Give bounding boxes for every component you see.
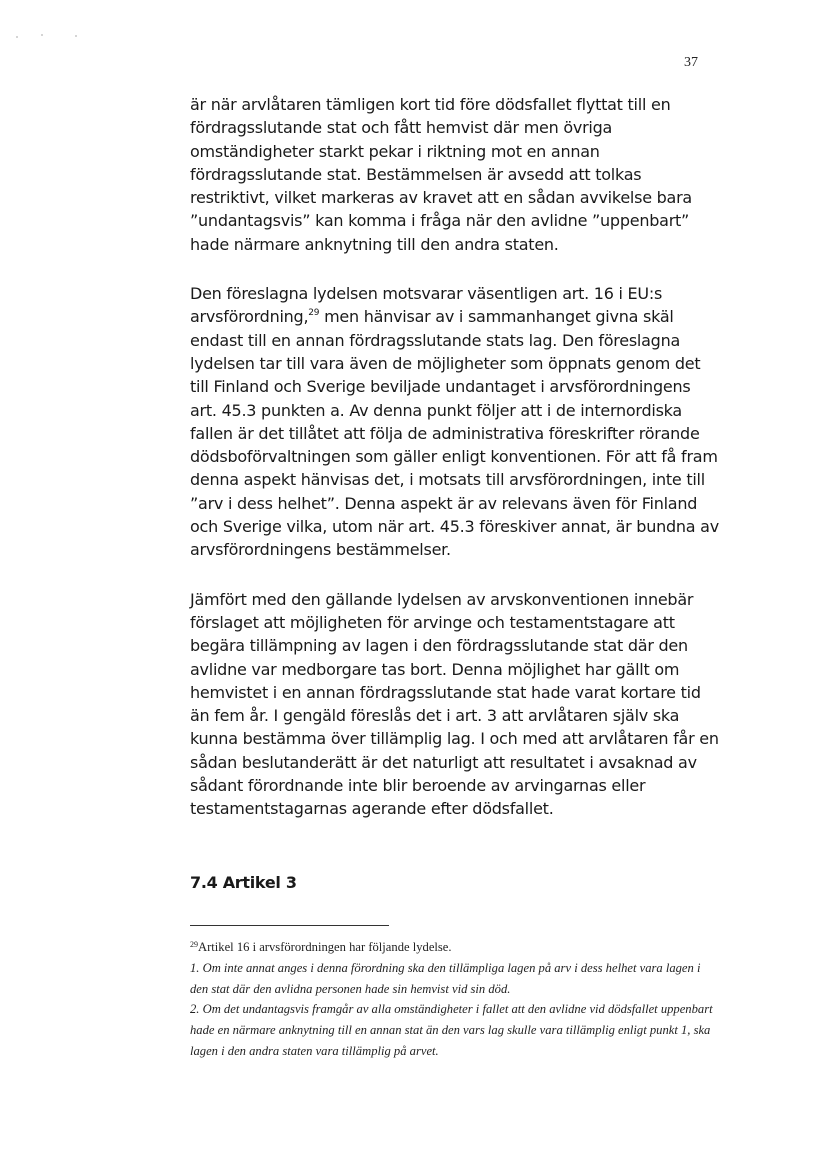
paragraph-text: men hänvisar av i sammanhanget givna skäl endast till en annan fördragsslutande stats lag. Den föreslagna lydelsen tar till vara även de möjligheter som öppnats genom det till Finland och Sverige beviljade undantaget i arvsförordningens art. 45.3 punkten a. Av denna punkt följer att i de internordiska fallen är det tillåtet att följa de administrativa föreskrifter rörande dödsboförvaltningen som gäller enligt konventionen. För att få fram denna aspekt hänvisas det, i motsats till arvsförordningen, inte till ”arv i dess helhet”. Denna aspekt är av relevans även för Finland och Sverige vilka, utom när art. 45.3 föreskiver annat, är bundna av arvsförordningens bestämmelser. [190,307,719,560]
paragraph [190,282,720,562]
paragraph-text: Den föreslagna lydelsen motsvarar väsentligen art. 16 i EU:s arvsförordning, [190,284,663,327]
scan-speck [16,36,18,38]
footnote-section [190,937,720,1062]
footnote-item: 2. Om det undantagsvis framgår av alla omständigheter i fallet att den avlidne vid dödsfallet uppenbart hade en närmare anknytning till en annan stat än den vars lag skulle vara tillämplig enligt punkt 1, ska lagen i den andra staten vara tillämplig på arvet. [190,1002,713,1058]
scan-speck [41,34,43,36]
page-number: 37 [684,55,698,70]
footnote-item: 1. Om inte annat anges i denna förordning ska den tillämpliga lagen på arv i dess helhet vara lagen i den stat där den avlidna personen hade sin hemvist vid sin död. [190,960,701,996]
footnote-divider [190,925,389,926]
paragraph: Jämfört med den gällande lydelsen av arvskonventionen innebär förslaget att möjligheten för arvinge och testamentstagare att begära tillämpning av lagen i den fördragsslutande stat där den avlidne var medborgare tas bort. Denna möjlighet har gällt om hemvistet i en annan fördragsslutande stat hade varat kortare tid än fem år. I gengäld föreslås det i art. 3 att arvlåtaren själv ska kunna bestämma över tillämplig lag. I och med att arvlåtaren får en sådan beslutanderätt är det naturligt att resultatet i avsaknad av sådant förordnande inte blir beroende av arvingarnas eller testamentstagarnas agerande efter dödsfallet. [190,589,719,819]
paragraph: är när arvlåtaren tämligen kort tid före dödsfallet flyttat till en fördragsslutande stat och fått hemvist där men övriga omständigheter starkt pekar i riktning mot en annan fördragsslutande stat. Bestämmelsen är avsedd att tolkas restriktivt, vilket markeras av kravet att en sådan avvikelse bara ”undantagsvis” kan komma i fråga när den avlidne ”uppenbart” hade närmare anknytning till den andra staten. [190,95,692,254]
footnote-reference[interactable]: 29 [308,308,320,319]
footnote-intro [190,937,720,958]
body-text [190,93,720,821]
footnote-number: 29 [190,940,198,949]
scan-speck [75,35,77,37]
footnote-text: Artikel 16 i arvsförordningen har följande lydelse. [198,940,452,954]
section-heading: 7.4 Artikel 3 [190,873,297,892]
